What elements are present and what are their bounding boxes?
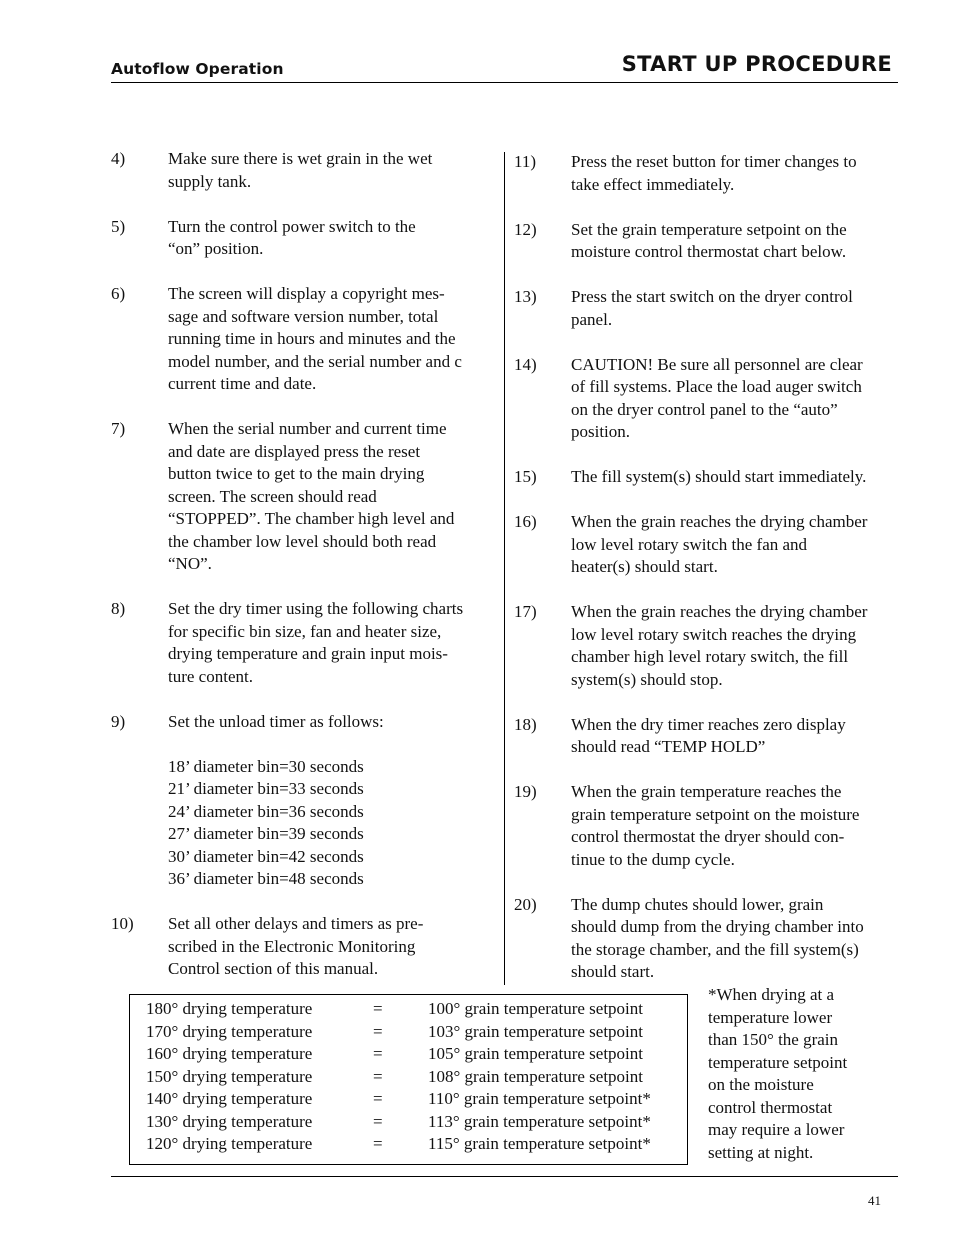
step-line: CAUTION! Be sure all personnel are clear: [571, 354, 863, 374]
step-line: When the serial number and current time: [168, 419, 447, 438]
footnote-line: may require a lower: [708, 1120, 845, 1139]
step-line: running time in hours and minutes and the: [168, 329, 456, 348]
table-row: [146, 1088, 651, 1111]
equals-cell: =: [373, 1134, 383, 1153]
footnote-line: on the moisture: [708, 1075, 814, 1094]
header-rule: [111, 82, 898, 83]
step-line: moisture control thermostat chart below.: [571, 242, 847, 261]
step-number: 17): [514, 602, 537, 621]
drying-temperature-cell: 130° drying temperature: [146, 1111, 313, 1131]
table-row: [146, 1043, 651, 1066]
step-item: [111, 711, 496, 891]
step-line: “on” position.: [168, 239, 264, 258]
footnote-line: temperature lower: [708, 1007, 833, 1027]
step-line: Set the grain temperature setpoint on the: [571, 219, 847, 239]
step-item: [111, 598, 496, 688]
step-item: [514, 781, 904, 871]
step-item: [111, 418, 496, 576]
step-number: 13): [514, 287, 537, 306]
step-item: [514, 894, 904, 984]
step-line: low level rotary switch the fan and: [571, 534, 808, 554]
unload-timer-item: 24’ diameter bin=36 seconds: [168, 801, 364, 821]
footnote-line: *When drying at a: [708, 985, 835, 1004]
unload-timer-list: [168, 756, 496, 891]
step-number: 12): [514, 219, 537, 239]
setpoint-cell: 103° grain temperature setpoint: [428, 1021, 643, 1041]
step-line: ture content.: [168, 666, 253, 686]
step-text: [168, 913, 496, 981]
step-number: 15): [514, 467, 537, 486]
step-item: [111, 283, 496, 396]
equals-cell: =: [373, 999, 383, 1018]
step-number: 16): [514, 512, 537, 531]
step-line: should dump from the drying chamber into: [571, 917, 864, 936]
step-line: control thermostat the dryer should con-: [571, 827, 845, 846]
step-number: 11): [514, 152, 537, 171]
step-item: [514, 219, 904, 264]
unload-timer-item: 21’ diameter bin=33 seconds: [168, 779, 364, 798]
step-number: 5): [111, 216, 126, 236]
step-line: Make sure there is wet grain in the wet: [168, 149, 433, 168]
footnote-line: setting at night.: [708, 1142, 814, 1162]
step-text: [571, 151, 904, 196]
step-line: The screen will display a copyright mes-: [168, 284, 445, 303]
footnote-line: control thermostat: [708, 1097, 833, 1117]
step-line: When the grain reaches the drying chamber: [571, 512, 868, 531]
step-text: [571, 601, 904, 691]
step-line: When the grain temperature reaches the: [571, 782, 842, 801]
step-number: 14): [514, 354, 537, 374]
drying-temperature-cell: 170° drying temperature: [146, 1021, 313, 1041]
step-line: screen. The screen should read: [168, 486, 377, 506]
step-line: Control section of this manual.: [168, 959, 379, 978]
step-text: [571, 354, 904, 444]
step-line: Press the reset button for timer changes to: [571, 152, 857, 171]
step-line: low level rotary switch reaches the drying: [571, 624, 857, 644]
setpoint-cell: 115° grain temperature setpoint*: [428, 1134, 651, 1153]
table-row: [146, 1021, 651, 1044]
drying-temperature-cell: 180° drying temperature: [146, 999, 313, 1018]
step-line: “STOPPED”. The chamber high level and: [168, 509, 455, 528]
equals-cell: =: [373, 1021, 383, 1041]
table-row: [146, 1066, 651, 1089]
step-number: 10): [111, 914, 134, 933]
footnote: [708, 984, 893, 1164]
step-text: [168, 598, 496, 688]
unload-timer-item: 36’ diameter bin=48 seconds: [168, 869, 364, 888]
step-line: Press the start switch on the dryer control: [571, 287, 853, 306]
equals-cell: =: [373, 1089, 383, 1108]
column-divider: [504, 152, 505, 985]
step-line: current time and date.: [168, 374, 317, 393]
step-text: [571, 286, 904, 331]
step-line: supply tank.: [168, 171, 252, 191]
footnote-line: than 150° the grain: [708, 1030, 839, 1049]
step-line: When the grain reaches the drying chamber: [571, 602, 868, 621]
equals-cell: =: [373, 1044, 383, 1063]
step-line: Turn the control power switch to the: [168, 216, 416, 236]
setpoint-cell: 113° grain temperature setpoint*: [428, 1111, 651, 1131]
step-line: tinue to the dump cycle.: [571, 849, 735, 869]
step-line: drying temperature and grain input mois-: [168, 644, 448, 663]
step-item: [111, 216, 496, 261]
unload-timer-item: 18’ diameter bin=30 seconds: [168, 756, 364, 776]
equals-cell: =: [373, 1111, 383, 1131]
step-line: When the dry timer reaches zero display: [571, 714, 846, 734]
page-number: 41: [868, 1193, 881, 1208]
step-line: panel.: [571, 309, 613, 329]
setpoint-cell: 108° grain temperature setpoint: [428, 1066, 643, 1086]
step-text: [168, 283, 496, 396]
right-column: [514, 151, 904, 1006]
step-number: 9): [111, 711, 126, 731]
step-text: [168, 418, 496, 576]
drying-temperature-cell: 120° drying temperature: [146, 1134, 313, 1153]
step-number: 8): [111, 599, 126, 618]
setpoint-cell: 110° grain temperature setpoint*: [428, 1089, 651, 1108]
step-item: [111, 148, 496, 193]
step-text: [571, 714, 904, 759]
step-text: [571, 894, 904, 984]
step-text: [168, 711, 496, 891]
setpoint-cell: 105° grain temperature setpoint: [428, 1044, 643, 1063]
step-number: 18): [514, 714, 537, 734]
step-number: 19): [514, 782, 537, 801]
step-number: 4): [111, 149, 126, 168]
step-line: should start.: [571, 962, 655, 981]
step-line: the chamber low level should both read: [168, 531, 437, 551]
table-row: [146, 1111, 651, 1134]
step-line: button twice to get to the main drying: [168, 464, 425, 483]
setpoint-cell: 100° grain temperature setpoint: [428, 999, 643, 1018]
step-item: [514, 354, 904, 444]
equals-cell: =: [373, 1066, 383, 1086]
step-line: The fill system(s) should start immediately.: [571, 467, 867, 486]
step-line: should read “TEMP HOLD”: [571, 737, 766, 756]
unload-timer-item: 27’ diameter bin=39 seconds: [168, 824, 364, 843]
step-line: model number, and the serial number and c: [168, 351, 462, 371]
step-line: scribed in the Electronic Monitoring: [168, 936, 416, 956]
step-line: heater(s) should start.: [571, 557, 718, 576]
unload-timer-item: 30’ diameter bin=42 seconds: [168, 846, 364, 866]
step-item: [514, 151, 904, 196]
step-line: Set the unload timer as follows:: [168, 711, 384, 731]
table-row: [146, 998, 651, 1021]
table-row: [146, 1133, 651, 1156]
step-text: [168, 148, 496, 193]
drying-temperature-cell: 150° drying temperature: [146, 1066, 313, 1086]
step-item: [514, 511, 904, 579]
step-item: [514, 466, 904, 489]
temperature-table: [146, 998, 651, 1156]
step-line: chamber high level rotary switch, the fill: [571, 647, 849, 666]
step-line: sage and software version number, total: [168, 306, 439, 326]
page-title: START UP PROCEDURE: [621, 52, 892, 76]
step-line: and date are displayed press the reset: [168, 441, 421, 461]
step-line: the storage chamber, and the fill system(s): [571, 939, 859, 959]
left-column: [111, 148, 496, 1003]
step-item: [514, 714, 904, 759]
step-line: take effect immediately.: [571, 174, 735, 194]
step-item: [111, 913, 496, 981]
step-line: on the dryer control panel to the “auto”: [571, 399, 838, 419]
step-text: [571, 781, 904, 871]
step-number: 20): [514, 894, 537, 914]
step-number: 7): [111, 419, 126, 438]
step-item: [514, 601, 904, 691]
step-text: [571, 219, 904, 264]
section-label: Autoflow Operation: [111, 60, 284, 78]
drying-temperature-cell: 160° drying temperature: [146, 1044, 313, 1063]
step-line: of fill systems. Place the load auger switch: [571, 377, 862, 396]
step-item: [514, 286, 904, 331]
step-text: [571, 466, 904, 489]
step-line: Set the dry timer using the following charts: [168, 599, 464, 618]
step-line: “NO”.: [168, 554, 212, 573]
step-line: position.: [571, 422, 631, 441]
step-number: 6): [111, 284, 126, 303]
step-line: The dump chutes should lower, grain: [571, 894, 824, 914]
footnote-line: temperature setpoint: [708, 1052, 848, 1072]
footer-rule: [111, 1176, 898, 1177]
step-line: system(s) should stop.: [571, 669, 723, 689]
step-line: for specific bin size, fan and heater size,: [168, 621, 442, 641]
step-text: [168, 216, 496, 261]
temperature-table-box: [129, 994, 688, 1165]
step-line: Set all other delays and timers as pre-: [168, 914, 424, 933]
step-text: [571, 511, 904, 579]
step-line: grain temperature setpoint on the moisture: [571, 804, 860, 824]
drying-temperature-cell: 140° drying temperature: [146, 1089, 313, 1108]
